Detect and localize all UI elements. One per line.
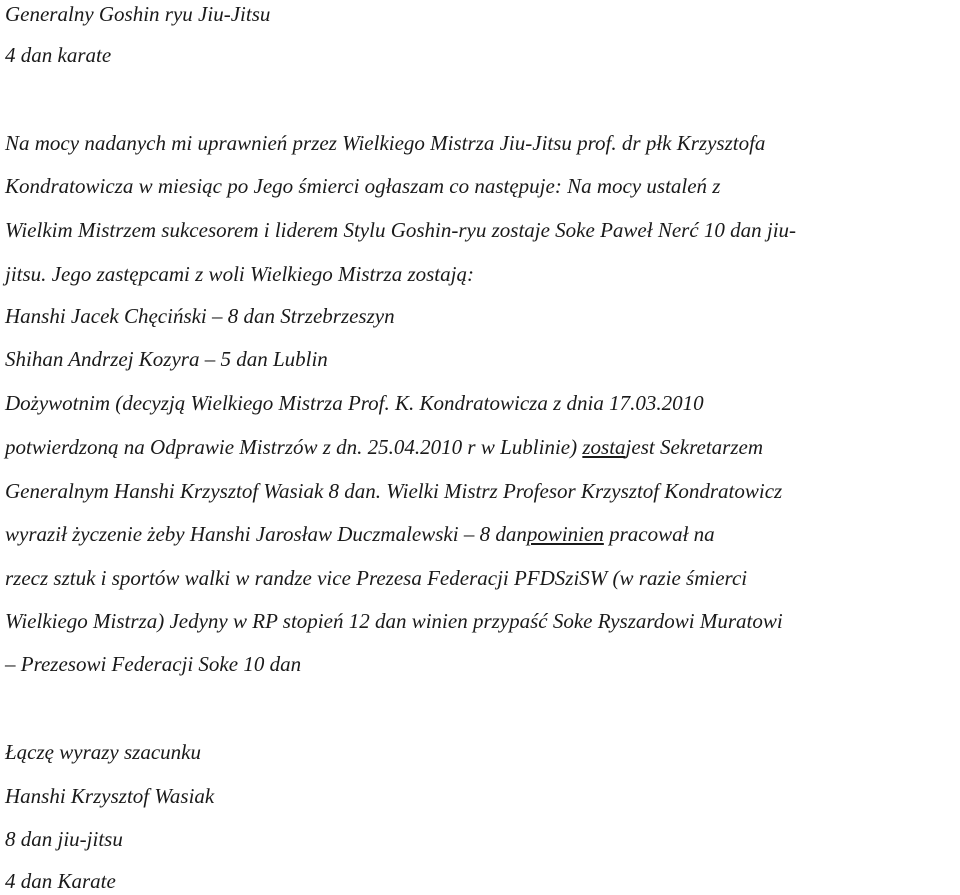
body-line-6: Shihan Andrzej Kozyra – 5 dan Lublin xyxy=(5,347,328,371)
body-line-7: Dożywotnim (decyzją Wielkiego Mistrza Prof. K. Kondratowicza z dnia 17.03.2010 xyxy=(5,391,704,415)
body-line-8-end: jest Sekretarzem xyxy=(625,435,763,459)
signature-rank-jiujitsu: 8 dan jiu-jitsu xyxy=(5,827,123,851)
body-line-8 xyxy=(5,433,763,461)
body-line-10-end: pracował na xyxy=(603,522,715,546)
body-line-5: Hanshi Jacek Chęciński – 8 dan Strzebrzeszyn xyxy=(5,304,395,328)
underlined-word-zosta: zosta xyxy=(582,435,626,459)
body-line-11: rzecz sztuk i sportów walki w randze vice Prezesa Federacji PFDSziSW (w razie śmierci xyxy=(5,566,748,590)
body-line-8-start: potwierdzoną na Odprawie Mistrzów z dn. 25.04.2010 r w Lublinie) xyxy=(5,435,583,459)
signature-name: Hanshi Krzysztof Wasiak xyxy=(5,784,215,808)
header-title: Generalny Goshin ryu Jiu-Jitsu xyxy=(5,2,271,26)
body-line-9: Generalnym Hanshi Krzysztof Wasiak 8 dan. Wielki Mistrz Profesor Krzysztof Kondratowicz xyxy=(5,479,783,503)
signature-rank-karate: 4 dan Karate xyxy=(5,869,116,893)
body-line-12: Wielkiego Mistrza) Jedyny w RP stopień 12 dan winien przypaść Soke Ryszardowi Muratowi xyxy=(5,609,783,633)
body-line-3: Wielkim Mistrzem sukcesorem i liderem Stylu Goshin-ryu zostaje Soke Paweł Nerć 10 dan jiu- xyxy=(5,218,797,242)
body-line-4: jitsu. Jego zastępcami z woli Wielkiego Mistrza zostają: xyxy=(5,262,474,286)
body-line-2: Kondratowicza w miesiąc po Jego śmierci ogłaszam co następuje: Na mocy ustaleń z xyxy=(5,174,721,198)
underlined-word-powinien: powinien xyxy=(526,522,604,546)
body-line-10-start: wyraził życzenie żeby Hanshi Jarosław Duczmalewski – 8 dan xyxy=(5,522,527,546)
body-line-1: Na mocy nadanych mi uprawnień przez Wielkiego Mistrza Jiu-Jitsu prof. dr płk Krzysztofa xyxy=(5,131,766,155)
body-line-13: – Prezesowi Federacji Soke 10 dan xyxy=(5,652,302,676)
body-line-10 xyxy=(5,520,715,548)
header-rank: 4 dan karate xyxy=(5,43,112,67)
closing-greeting: Łączę wyrazy szacunku xyxy=(5,740,201,764)
